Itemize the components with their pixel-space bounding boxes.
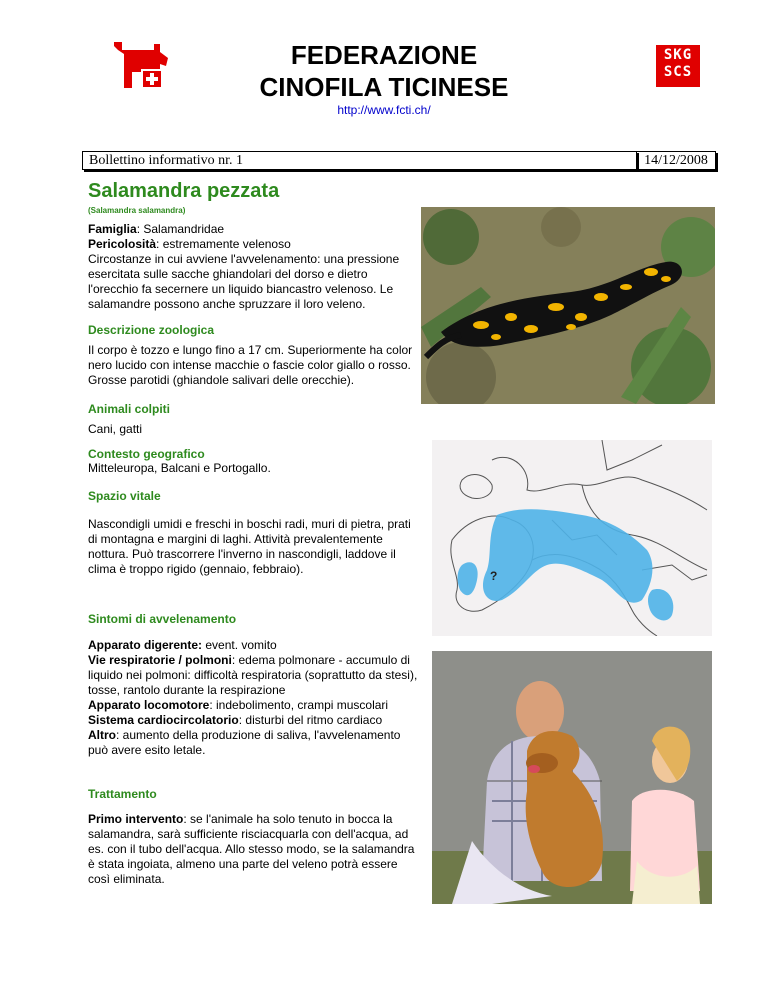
digerente-label: Apparato digerente:	[88, 638, 203, 652]
distribution-map	[432, 440, 712, 636]
respiratorie-value: : edema polmonare - accumulo di liquido nei polmoni: difficoltà respiratoria (soprattutto da stesi), tosse, rantolo durante la respirazione	[88, 653, 418, 697]
digerente-value: event. vomito	[202, 638, 277, 652]
trattamento-text	[88, 812, 422, 887]
locomotore-label: Apparato locomotore	[88, 698, 210, 712]
cardio-label: Sistema cardiocircolatorio	[88, 713, 239, 727]
bulletin-date-box	[636, 151, 716, 170]
sintomi-list	[88, 638, 422, 758]
spazio-text: Nascondigli umidi e freschi in boschi radi, muri di pietra, prati di montagna e margini di laghi. Attività prevalentemente nottura. Può trascorrere l'inverno in nascondigli, laddove il clima è troppo rigido (gennaio, febbraio).	[88, 517, 411, 576]
trattamento-heading: Trattamento	[88, 787, 157, 801]
sintomi-heading: Sintomi di avvelenamento	[88, 612, 237, 626]
intro-section	[88, 222, 420, 312]
respiratorie-label: Vie respiratorie / polmoni	[88, 653, 232, 667]
descrizione-text: Il corpo è tozzo e lungo fino a 17 cm. Superiormente ha color nero lucido con intense macchie o fascie color giallo o rosso. Grosse parotidi (ghiandole salivari delle orecchie).	[88, 343, 413, 387]
famiglia-label: Famiglia	[88, 222, 137, 236]
species-latin-name: (Salamandra salamandra)	[88, 206, 186, 215]
descrizione-heading: Descrizione zoologica	[88, 323, 215, 337]
pericolosita-label: Pericolosità	[88, 237, 157, 251]
primo-intervento-label: Primo intervento	[88, 812, 184, 826]
animali-text: Cani, gatti	[88, 422, 143, 436]
page-title-line2: CINOFILA TICINESE	[259, 72, 509, 102]
bulletin-date: 14/12/2008	[644, 153, 708, 168]
page-title-line1: FEDERAZIONE	[290, 40, 478, 70]
cardio-value: : disturbi del ritmo cardiaco	[238, 713, 383, 727]
skg-logo-text: SKG	[663, 47, 693, 63]
altro-label: Altro	[88, 728, 116, 742]
map-question-mark: ?	[490, 569, 498, 583]
species-name: Salamandra pezzata	[88, 180, 280, 202]
altro-value: : aumento della produzione di saliva, l'avvelenamento può avere esito letale.	[88, 728, 401, 757]
bulletin-label-box	[82, 151, 637, 170]
primo-intervento-value: : se l'animale ha solo tenuto in bocca la salamandra, sarà sufficiente risciacquarla con dell'acqua, ad es. con il tubo dell'acqua. Allo stesso modo, se la salamandra è stata ingoiata, almeno una parte del veleno potrà essere così eliminata.	[88, 812, 415, 886]
contesto-text: Mitteleuropa, Balcani e Portogallo.	[88, 461, 271, 475]
salamander-photo	[421, 207, 715, 404]
famiglia-value: : Salamandridae	[136, 222, 225, 236]
skg-scs-logo	[656, 45, 700, 87]
website-link[interactable]: http://www.fcti.ch/	[337, 103, 431, 117]
spazio-heading: Spazio vitale	[88, 489, 161, 503]
contesto-heading: Contesto geografico	[88, 447, 205, 461]
bulletin-label: Bollettino informativo nr. 1	[89, 153, 243, 168]
animali-heading: Animali colpiti	[88, 402, 171, 416]
locomotore-value: : indebolimento, crampi muscolari	[209, 698, 389, 712]
intro-text: Circostanze in cui avviene l'avvelenamento: una pressione esercitata sulle sacche ghiandolari del dorso e dietro l'orecchio fa secernere un liquido biancastro velenoso. Le salamandre possono anche spruzzare il loro veleno.	[88, 252, 400, 311]
dog-family-photo	[432, 651, 712, 904]
pericolosita-value: : estremamente velenoso	[156, 237, 291, 251]
scs-logo-text: SCS	[663, 64, 693, 80]
